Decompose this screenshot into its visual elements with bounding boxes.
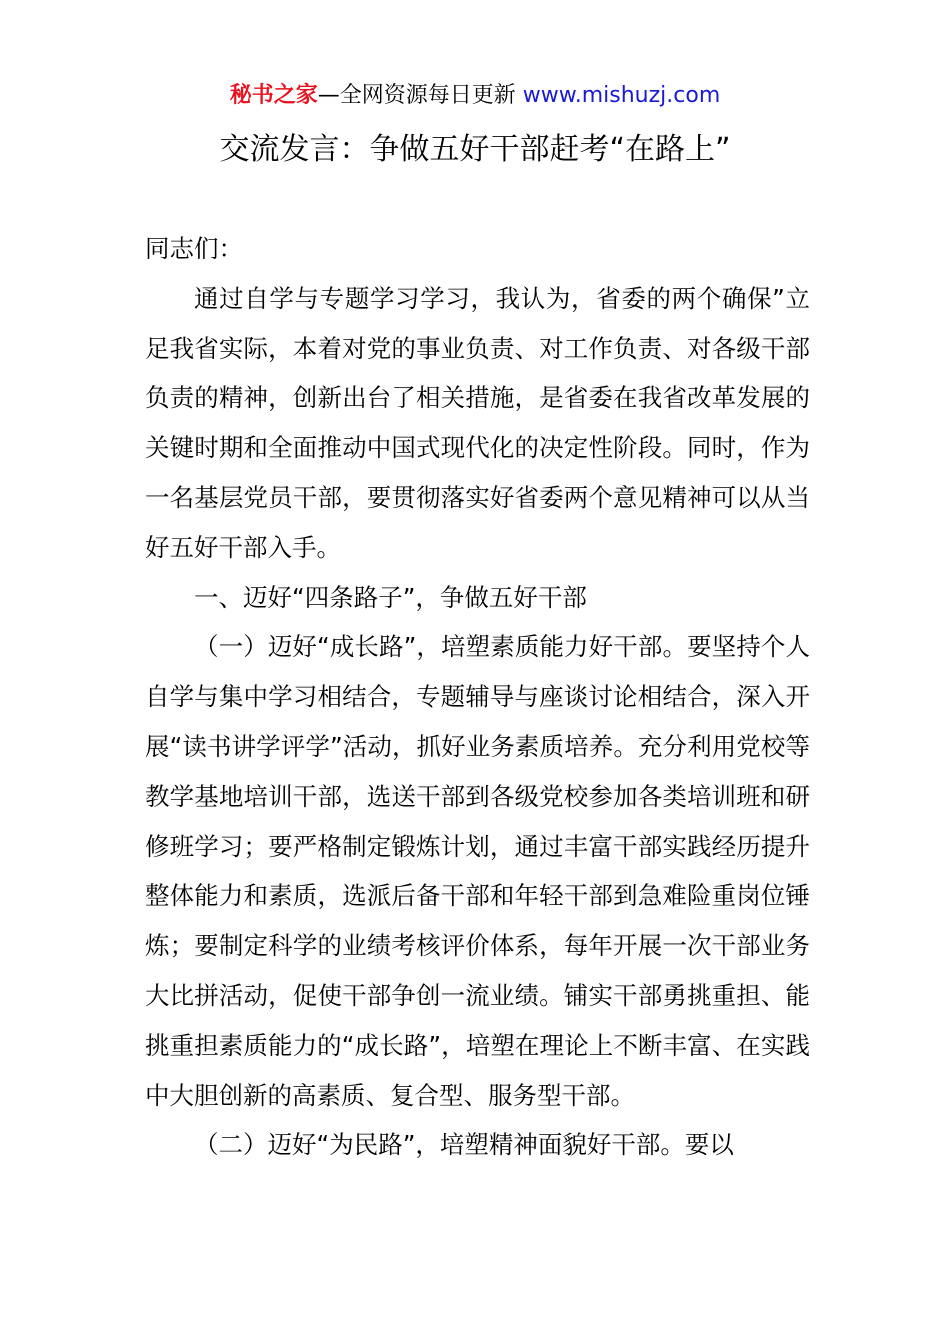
- section-heading: 一、迈好“四条路子”，争做五好干部: [194, 582, 587, 612]
- site-url[interactable]: www.mishuzj.com: [522, 83, 721, 108]
- brand-name: 秘书之家: [229, 83, 318, 108]
- salutation: 同志们：: [145, 234, 243, 263]
- paragraph-intro: 通过自学与专题学习学习，我认为，省委的两个确保”立足我省实际，本着对党的事业负责、对工作负责、对各级干部负责的精神，创新出台了相关措施，是省委在我省改革发展的关键时期和全面推动中国式现代化的决定性阶段。同时，作为一名基层党员干部，要贯彻落实好省委两个意见精神可以从当好五好干部入手。: [145, 283, 810, 562]
- document-body: [145, 224, 810, 1170]
- site-header: [0, 80, 950, 112]
- paragraph-people-road: （二）迈好“为民路”，培塑精神面貌好干部。要以: [194, 1130, 734, 1160]
- document-title: 交流发言：争做五好干部赶考“在路上”: [219, 132, 731, 167]
- header-slogan: —全网资源每日更新: [317, 83, 523, 108]
- paragraph-growth-road: （一）迈好“成长路”，培塑素质能力好干部。要坚持个人自学与集中学习相结合，专题辅导与座谈讨论相结合，深入开展“读书讲学评学”活动，抓好业务素质培养。充分利用党校等教学基地培训干部，选送干部到各级党校参加各类培训班和研修班学习；要严格制定锻炼计划，通过丰富干部实践经历提升整体能力和素质，选派后备干部和年轻干部到急难险重岗位锤炼；要制定科学的业绩考核评价体系，每年开展一次干部业务大比拼活动，促使干部争创一流业绩。铺实干部勇挑重担、能挑重担素质能力的“成长路”，培塑在理论上不断丰富、在实践中大胆创新的高素质、复合型、服务型干部。: [145, 632, 810, 1110]
